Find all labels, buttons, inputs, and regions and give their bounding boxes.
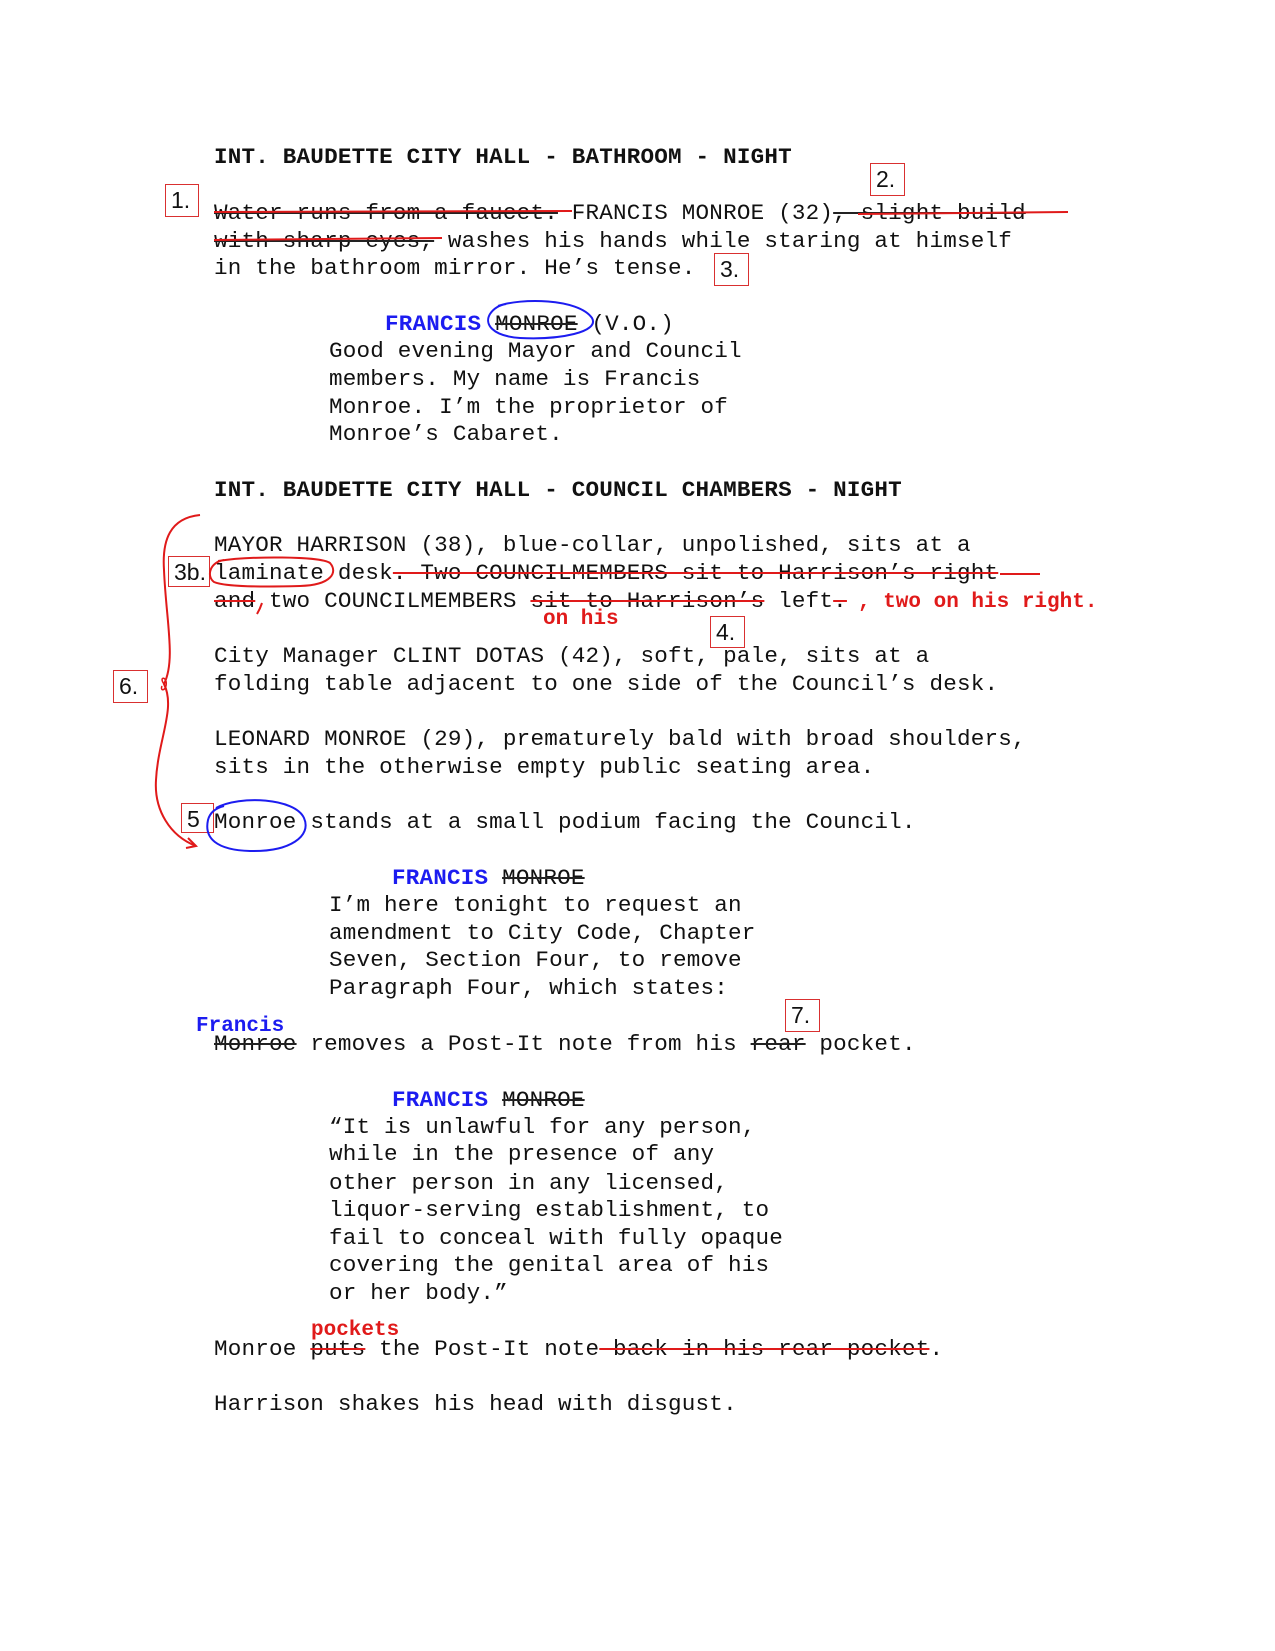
note-marker-2: 2. [870,163,905,196]
red-insert-pockets: pockets [311,1319,400,1342]
note-marker-3: 3. [714,253,749,286]
red-struck-text: puts [310,1336,366,1362]
action-line [214,227,1012,255]
red-struck-text: . Two COUNCILMEMBERS sit to Harrison’s right [392,560,999,586]
dialogue-line: or her body.” [329,1280,508,1306]
character-cue [392,1086,585,1114]
dialogue-line: covering the genital area of his [329,1252,770,1278]
action-line: City Manager CLINT DOTAS (42), soft, pale, sits at a [214,643,930,669]
note-marker-7: 7. [785,999,820,1032]
character-last-name-struck: MONROE [502,1087,585,1113]
dialogue-line: Good evening Mayor and Council [329,338,742,364]
action-text: desk [324,560,393,586]
action-text: the Post-It note [365,1336,600,1362]
action-line [214,199,1026,227]
action-text: Monroe [214,1336,311,1362]
dialogue-line: other person in any licensed, [329,1170,728,1196]
action-text: stands at a small podium facing the Council. [296,809,916,835]
action-line: in the bathroom mirror. He’s tense. [214,255,696,281]
note-marker-4: 4. [710,616,745,648]
action-line [214,559,998,587]
struck-text: , slight build [833,200,1026,226]
dialogue-line: while in the presence of any [329,1141,715,1167]
dialogue-line: members. My name is Francis [329,366,701,392]
struck-text: rear [750,1031,806,1057]
action-text: . [929,1336,944,1362]
action-line: sits in the otherwise empty public seating area. [214,754,875,780]
dialogue-line: Seven, Section Four, to remove [329,947,742,973]
dialogue-line: Paragraph Four, which states: [329,975,728,1001]
character-cue [392,864,585,892]
note-marker-3b: 3b. [168,556,210,587]
action-text: pocket. [805,1031,916,1057]
struck-text: with sharp eyes, [214,228,435,254]
note-marker-5: 5 [181,803,214,833]
scene-heading-bathroom: INT. BAUDETTE CITY HALL - BATHROOM - NIGHT [214,144,792,170]
character-last-name-struck: MONROE [502,865,585,891]
action-text: removes a Post-It note from his [296,1031,751,1057]
character-first-name: FRANCIS [385,311,482,337]
note-marker-1: 1. [165,184,199,217]
action-text: two COUNCILMEMBERS [255,588,531,614]
dialogue-line: “It is unlawful for any person, [329,1114,756,1140]
circled-word: Monroe [214,809,297,835]
red-struck-text: back in his rear pocket [599,1336,930,1362]
dialogue-line: Monroe. I’m the proprietor of [329,394,728,420]
circled-word: laminate [214,560,325,586]
struck-text: Water runs from a faucet. [214,200,558,226]
blue-insert-francis: Francis [196,1015,285,1038]
character-extension: (V.O.) [577,311,674,337]
dialogue-line: liquor-serving establishment, to [329,1197,770,1223]
red-insert-two-on-his-right: , two on his right. [858,591,1098,614]
red-arrow-head [186,838,196,848]
action-line [214,808,916,836]
dialogue-line: I’m here tonight to request an [329,892,742,918]
note-marker-6: 6. [113,670,148,703]
action-text: FRANCIS MONROE (32) [557,200,834,226]
action-line [214,1030,916,1058]
action-line: LEONARD MONROE (29), prematurely bald with broad shoulders, [214,726,1026,752]
dialogue-line: fail to conceal with fully opaque [329,1225,784,1251]
struck-text: Monroe [214,1031,297,1057]
red-brace-loop [161,678,166,690]
character-cue [385,310,674,338]
red-insert-on-his: on his [543,608,619,631]
red-struck-text: . [833,588,847,614]
dialogue-line: amendment to City Code, Chapter [329,920,756,946]
red-struck-text: sit to Harrison’s [530,588,765,614]
dialogue-line: Monroe’s Cabaret. [329,421,563,447]
scene-heading-council-chambers: INT. BAUDETTE CITY HALL - COUNCIL CHAMBERS - NIGHT [214,477,902,503]
character-last-name-struck: MONROE [495,311,578,337]
action-line [214,587,847,615]
red-struck-text: and [214,588,256,614]
character-first-name: FRANCIS [392,1087,489,1113]
action-line: Harrison shakes his head with disgust. [214,1391,737,1417]
action-line: folding table adjacent to one side of the Council’s desk. [214,671,999,697]
character-first-name: FRANCIS [392,865,489,891]
action-text: washes his hands while staring at himself [434,228,1012,254]
action-line: MAYOR HARRISON (38), blue-collar, unpolished, sits at a [214,532,971,558]
action-text: left [764,588,834,614]
